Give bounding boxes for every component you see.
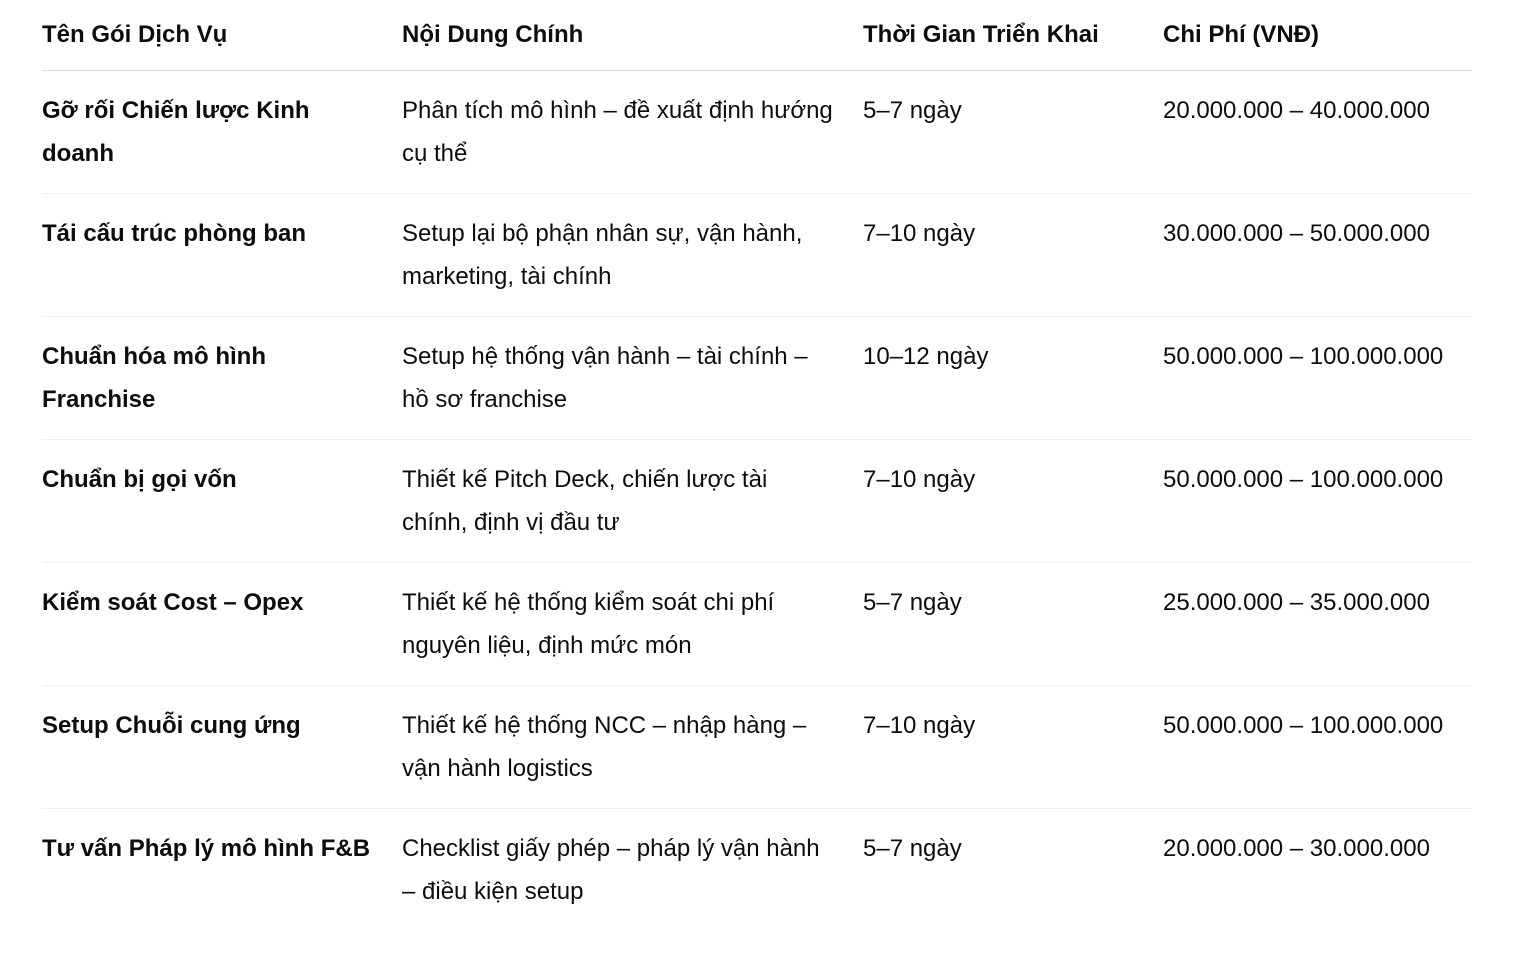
service-duration: 10–12 ngày (863, 317, 1163, 440)
table-row (42, 686, 1472, 809)
service-content: Setup lại bộ phận nhân sự, vận hành, marketing, tài chính (402, 194, 863, 317)
service-content: Thiết kế hệ thống kiểm soát chi phí nguyên liệu, định mức món (402, 563, 863, 686)
service-cost: 50.000.000 – 100.000.000 (1163, 440, 1472, 563)
service-cost: 20.000.000 – 40.000.000 (1163, 71, 1472, 194)
service-duration: 5–7 ngày (863, 563, 1163, 686)
service-name: Kiểm soát Cost – Opex (42, 563, 402, 686)
service-pricing-table (42, 0, 1472, 932)
service-duration: 7–10 ngày (863, 194, 1163, 317)
table-body (42, 71, 1472, 932)
table-row (42, 317, 1472, 440)
table-row (42, 440, 1472, 563)
table-header (42, 0, 1472, 71)
table-row (42, 809, 1472, 932)
service-content: Setup hệ thống vận hành – tài chính – hồ sơ franchise (402, 317, 863, 440)
service-name: Chuẩn hóa mô hình Franchise (42, 317, 402, 440)
service-content: Thiết kế Pitch Deck, chiến lược tài chính, định vị đầu tư (402, 440, 863, 563)
service-duration: 7–10 ngày (863, 686, 1163, 809)
service-name: Tư vấn Pháp lý mô hình F&B (42, 835, 371, 862)
service-cost: 50.000.000 – 100.000.000 (1163, 317, 1472, 440)
service-cost: 25.000.000 – 35.000.000 (1163, 563, 1472, 686)
service-name: Tái cấu trúc phòng ban (42, 194, 402, 317)
table-row (42, 71, 1472, 194)
service-duration: 5–7 ngày (863, 835, 962, 862)
service-duration: 5–7 ngày (863, 71, 1163, 194)
header-duration: Thời Gian Triển Khai (863, 0, 1163, 71)
service-name: Chuẩn bị gọi vốn (42, 440, 402, 563)
service-table-container (42, 0, 1472, 932)
service-cost: 50.000.000 – 100.000.000 (1163, 686, 1472, 809)
service-cost: 20.000.000 – 30.000.000 (1163, 835, 1430, 862)
service-cost: 30.000.000 – 50.000.000 (1163, 194, 1472, 317)
table-row (42, 194, 1472, 317)
header-cost: Chi Phí (VNĐ) (1163, 0, 1472, 71)
service-duration: 7–10 ngày (863, 440, 1163, 563)
service-content: Checklist giấy phép – pháp lý vận hành – điều kiện setup (402, 835, 820, 905)
service-name: Gỡ rối Chiến lược Kinh doanh (42, 71, 402, 194)
service-content: Phân tích mô hình – đề xuất định hướng cụ thể (402, 71, 863, 194)
table-row (42, 563, 1472, 686)
header-row (42, 0, 1472, 71)
header-service-name: Tên Gói Dịch Vụ (42, 0, 402, 71)
service-content: Thiết kế hệ thống NCC – nhập hàng – vận hành logistics (402, 686, 863, 809)
header-main-content: Nội Dung Chính (402, 0, 863, 71)
service-name: Setup Chuỗi cung ứng (42, 686, 402, 809)
